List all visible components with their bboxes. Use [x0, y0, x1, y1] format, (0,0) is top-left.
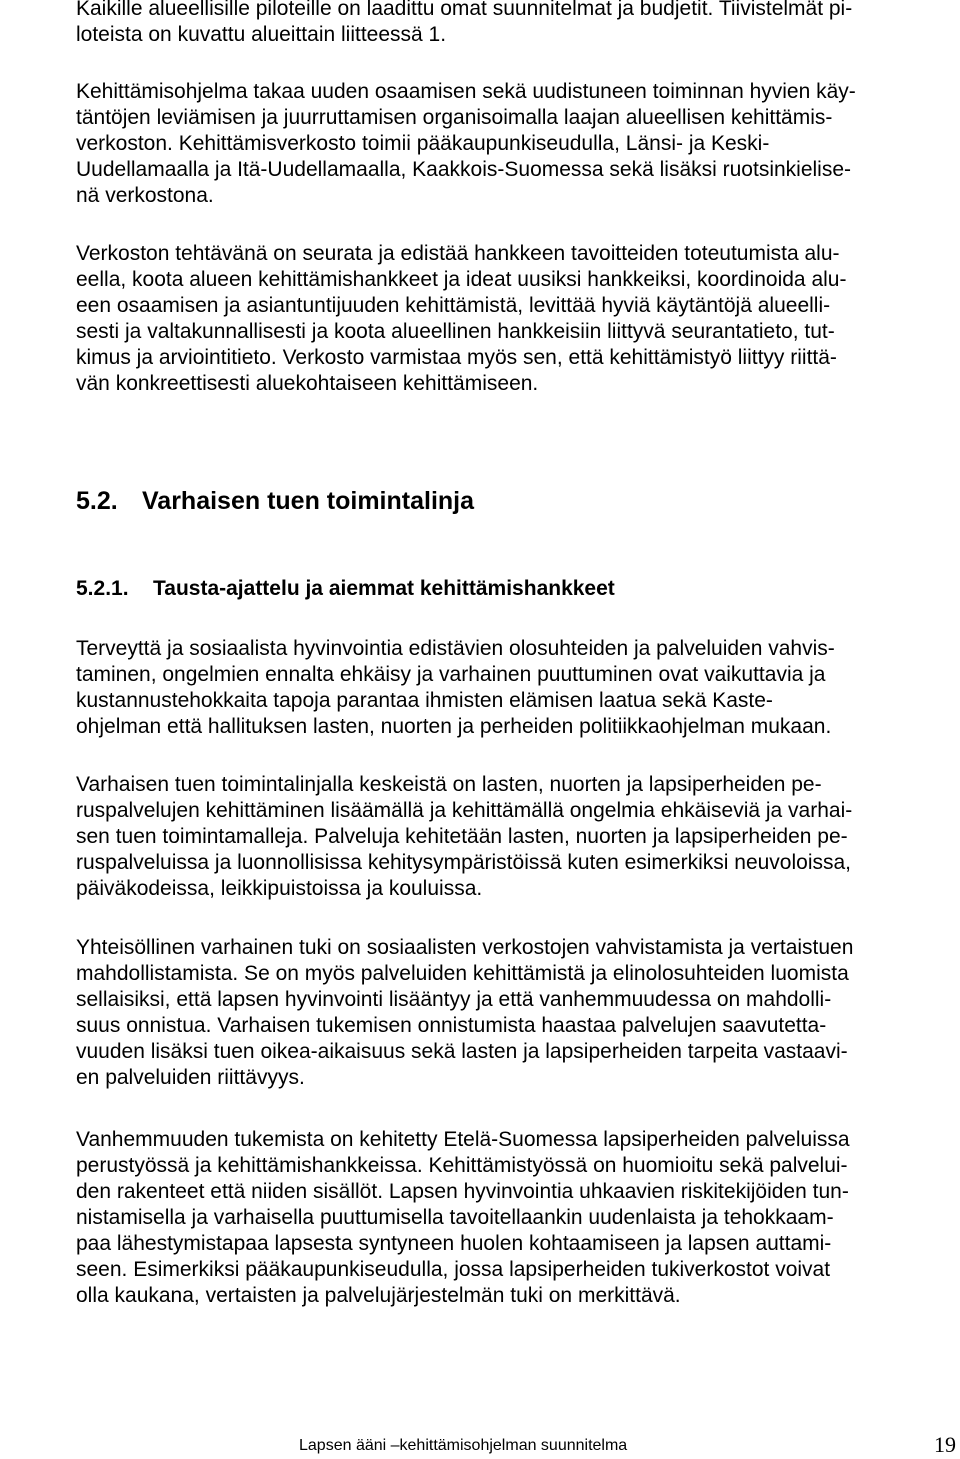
subsection-number: 5.2.1.: [76, 577, 129, 600]
text-line: nistamisella ja varhaisella puuttumisella tavoitellaankin uudenlaista ja tehokkaam-: [76, 1206, 834, 1229]
text-line: seen. Esimerkiksi pääkaupunkiseudulla, jossa lapsiperheiden tukiverkostot voivat: [76, 1258, 831, 1281]
text-line: olla kaukana, vertaisten ja palvelujärjestelmän tuki on merkittävä.: [76, 1284, 681, 1307]
text-line: ruspalvelujen kehittäminen lisäämällä ja kehittämällä ongelmia ehkäiseviä ja varhai-: [76, 799, 853, 822]
intro-paragraph: [76, 0, 954, 48]
parenthood-paragraph: [76, 1127, 954, 1309]
text-line: nä verkostona.: [76, 184, 214, 207]
text-line: Varhaisen tuen toimintalinjalla keskeistä on lasten, nuorten ja lapsiperheiden pe-: [76, 773, 822, 796]
section-title: Varhaisen tuen toimintalinja: [142, 487, 475, 515]
text-line: taminen, ongelmien ennalta ehkäisy ja varhainen puuttuminen ovat vaikuttavia ja: [76, 663, 826, 686]
network-paragraph: [76, 79, 954, 209]
text-line: Kaikille alueellisille piloteille on laadittu omat suunnitelmat ja budjetit. Tiivistelmät pi-: [76, 0, 853, 20]
text-line: Terveyttä ja sosiaalista hyvinvointia edistävien olosuhteiden ja palveluiden vahvis-: [76, 637, 835, 660]
text-line: päiväkodeissa, leikkipuistoissa ja kouluissa.: [76, 877, 483, 900]
section-number: 5.2.: [76, 487, 118, 515]
text-line: ruspalveluissa ja luonnollisissa kehitysympäristöissä kuten esimerkiksi neuvoloissa,: [76, 851, 852, 874]
text-line: täntöjen leviämisen ja juurruttamisen organisoimalla laajan alueellisen kehittämis-: [76, 106, 833, 129]
footer-title: Lapsen ääni –kehittämisohjelman suunnitelma: [299, 1437, 628, 1454]
text-line: sen tuen toimintamalleja. Palveluja kehitetään lasten, nuorten ja lapsiperheiden pe-: [76, 825, 848, 848]
text-line: en palveluiden riittävyys.: [76, 1066, 305, 1089]
text-line: kimus ja arviointitieto. Verkosto varmistaa myös sen, että kehittämistyö liittyy riittä-: [76, 346, 837, 369]
text-line: Vanhemmuuden tukemista on kehitetty Etelä-Suomessa lapsiperheiden palveluissa: [76, 1128, 850, 1151]
section-heading: [76, 486, 474, 516]
text-line: Yhteisöllinen varhainen tuki on sosiaalisten verkostojen vahvistamista ja vertaistuen: [76, 936, 854, 959]
page-number: 19: [934, 1432, 956, 1457]
tasks-paragraph: [76, 241, 954, 397]
text-line: vuuden lisäksi tuen oikea-aikaisuus sekä lasten ja lapsiperheiden tarpeita vastaavi-: [76, 1040, 848, 1063]
text-line: sesti ja valtakunnallisesti ja koota alueellinen hankkeisiin liittyvä seurantatieto, tut-: [76, 320, 835, 343]
health-paragraph: [76, 636, 954, 740]
text-line: paa lähestymistapaa lapsesta syntyneen huolen kohtaamiseen ja lapsen auttami-: [76, 1232, 832, 1255]
text-line: Uudellamaalla ja Itä-Uudellamaalla, Kaakkois-Suomessa sekä lisäksi ruotsinkielise-: [76, 158, 852, 181]
text-line: eella, koota alueen kehittämishankkeet ja ideat uusiksi hankkeiksi, koordinoida alu-: [76, 268, 847, 291]
text-line: kustannustehokkaita tapoja parantaa ihmisten elämisen laatua sekä Kaste-: [76, 689, 773, 712]
early-support-paragraph: [76, 772, 954, 902]
text-line: vän konkreettisesti aluekohtaiseen kehittämiseen.: [76, 372, 539, 395]
text-line: loteista on kuvattu alueittain liitteessä 1.: [76, 23, 447, 46]
community-support-paragraph: [76, 935, 954, 1091]
text-line: Verkoston tehtävänä on seurata ja edistää hankkeen tavoitteiden toteutumista alu-: [76, 242, 840, 265]
text-line: Kehittämisohjelma takaa uuden osaamisen sekä uudistuneen toiminnan hyvien käy-: [76, 80, 856, 103]
text-line: mahdollistamista. Se on myös palveluiden kehittämistä ja elinolosuhteiden luomista: [76, 962, 849, 985]
subsection-heading: [76, 576, 615, 602]
text-line: een osaamisen ja asiantuntijuuden kehittämistä, levittää hyviä käytäntöjä alueelli-: [76, 294, 831, 317]
text-line: ohjelman että hallituksen lasten, nuorten ja perheiden politiikkaohjelman mukaan.: [76, 715, 832, 738]
subsection-title: Tausta-ajattelu ja aiemmat kehittämishankkeet: [153, 577, 615, 600]
text-line: sellaisiksi, että lapsen hyvinvointi lisääntyy ja että vanhemmuudessa on mahdolli-: [76, 988, 832, 1011]
text-line: perustyössä ja kehittämishankkeissa. Kehittämistyössä on huomioitu sekä palvelui-: [76, 1154, 848, 1177]
text-line: den rakenteet että niiden sisällöt. Lapsen hyvinvointia uhkaavien riskitekijöiden tun-: [76, 1180, 849, 1203]
text-line: verkoston. Kehittämisverkosto toimii pääkaupunkiseudulla, Länsi- ja Keski-: [76, 132, 770, 155]
text-line: suus onnistua. Varhaisen tukemisen onnistumista haastaa palvelujen saavutetta-: [76, 1014, 827, 1037]
